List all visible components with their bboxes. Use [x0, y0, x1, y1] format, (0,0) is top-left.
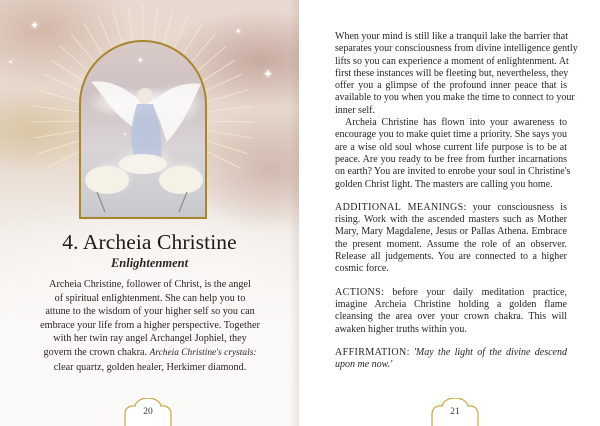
paragraph-intro	[335, 31, 578, 117]
section-label: ACTIONS	[335, 286, 382, 298]
page-number-badge-right	[428, 398, 482, 426]
body-text: : your consciousness is	[463, 201, 567, 213]
sparkle-icon: ✦	[263, 67, 274, 81]
body-line: awaken higher truths within you.	[335, 323, 467, 335]
body-text: : before your daily meditation practice,	[381, 286, 567, 298]
right-page-text	[335, 31, 578, 371]
body-line-crystals	[36, 346, 264, 361]
body-line	[335, 347, 567, 359]
body-line: lifts so you can experience a moment of enlightenment. At	[335, 55, 569, 67]
body-line: Archeia Christine, follower of Christ, is the angel	[49, 279, 251, 290]
body-line: with her twin ray angel Archangel Jophiel, they	[53, 333, 247, 345]
body-line: encourage you to make quiet time a priority. She says you	[335, 129, 567, 141]
star-icon: ✦	[123, 133, 128, 138]
body-line: the present moment. Assume the role of an observer.	[335, 238, 567, 250]
body-line: inner self.	[335, 104, 375, 116]
separator: :	[406, 346, 414, 358]
left-page	[0, 0, 299, 426]
section-affirmation	[335, 347, 567, 372]
page-number: 20	[143, 407, 153, 417]
page-number: 21	[450, 407, 460, 417]
body-line: Archeia Christine has flown into your awareness to	[345, 117, 567, 129]
section-additional-meanings	[335, 202, 567, 276]
body-line: on earth? You are invited to enrobe your soul in Christine's	[335, 166, 571, 178]
section-label: ADDITIONAL MEANINGS	[335, 201, 464, 213]
body-line: rising. Work with the ascended masters such as Mother	[335, 214, 567, 226]
angel-illustration-frame	[79, 40, 207, 219]
body-line	[335, 359, 567, 371]
body-line: clear quartz, golden healer, Herkimer diamond.	[53, 361, 247, 373]
angel-figure-icon	[81, 42, 205, 217]
affirmation-quote: upon me now.'	[335, 359, 393, 371]
body-line: are a wise old soul whose current life purpose is to be at	[335, 141, 567, 153]
body-line: offer you a glimpse of the profound inner peace that is	[335, 80, 567, 92]
body-line: of spiritual enlightenment. She can help you to	[54, 292, 246, 304]
body-line: Mary, Mary Magdalene, Jesus or Pallas Athena. Embrace	[335, 226, 567, 238]
chapter-description	[36, 278, 264, 374]
body-line: cosmic force.	[335, 263, 389, 275]
chapter-subtitle: Enlightenment	[110, 256, 189, 270]
body-line: first these instances will be fleeting but, nevertheless, they	[335, 67, 569, 79]
chapter-title: 4. Archeia Christine	[62, 230, 237, 254]
page-number-badge-left	[121, 398, 175, 426]
sparkle-icon: ✦	[30, 20, 40, 32]
section-actions	[335, 287, 567, 336]
paragraph-message	[335, 117, 571, 191]
body-text: govern the crown chakra.	[43, 346, 150, 358]
body-line: attune to the wisdom of your higher self so you can	[45, 306, 255, 318]
body-line	[335, 287, 567, 299]
crystals-label: Archeia Christine's crystals:	[149, 347, 257, 358]
spacer	[335, 276, 567, 287]
body-line: golden Christ light. The masters are calling you home.	[335, 178, 553, 190]
sparkle-icon: ✦	[8, 60, 14, 66]
body-line: peace. Are you ready to be free from further incarnations	[335, 153, 567, 165]
section-label: AFFIRMATION	[335, 346, 407, 358]
body-line: When your mind is still like a tranquil lake the barrier that	[335, 31, 568, 42]
body-line: available to you when you make the time to connect to your	[335, 92, 575, 104]
body-line	[335, 202, 567, 214]
affirmation-quote: 'May the light of the divine descend	[413, 346, 567, 358]
body-line: embrace your life from a higher perspective. Together	[40, 319, 260, 331]
spacer	[335, 336, 567, 347]
gutter-shadow	[289, 0, 299, 426]
body-line: imagine Archeia Christine holding a golden flame	[335, 298, 567, 310]
sparkle-icon: ✦	[235, 27, 242, 36]
spacer	[335, 191, 567, 202]
star-icon: ✦	[137, 56, 144, 65]
body-line: cleansing the area over your crown chakra. This will	[335, 311, 567, 323]
body-line: separates your consciousness from divine intelligence gently	[335, 43, 578, 55]
body-line: Release all judgements. You are connected to a higher	[335, 251, 567, 263]
